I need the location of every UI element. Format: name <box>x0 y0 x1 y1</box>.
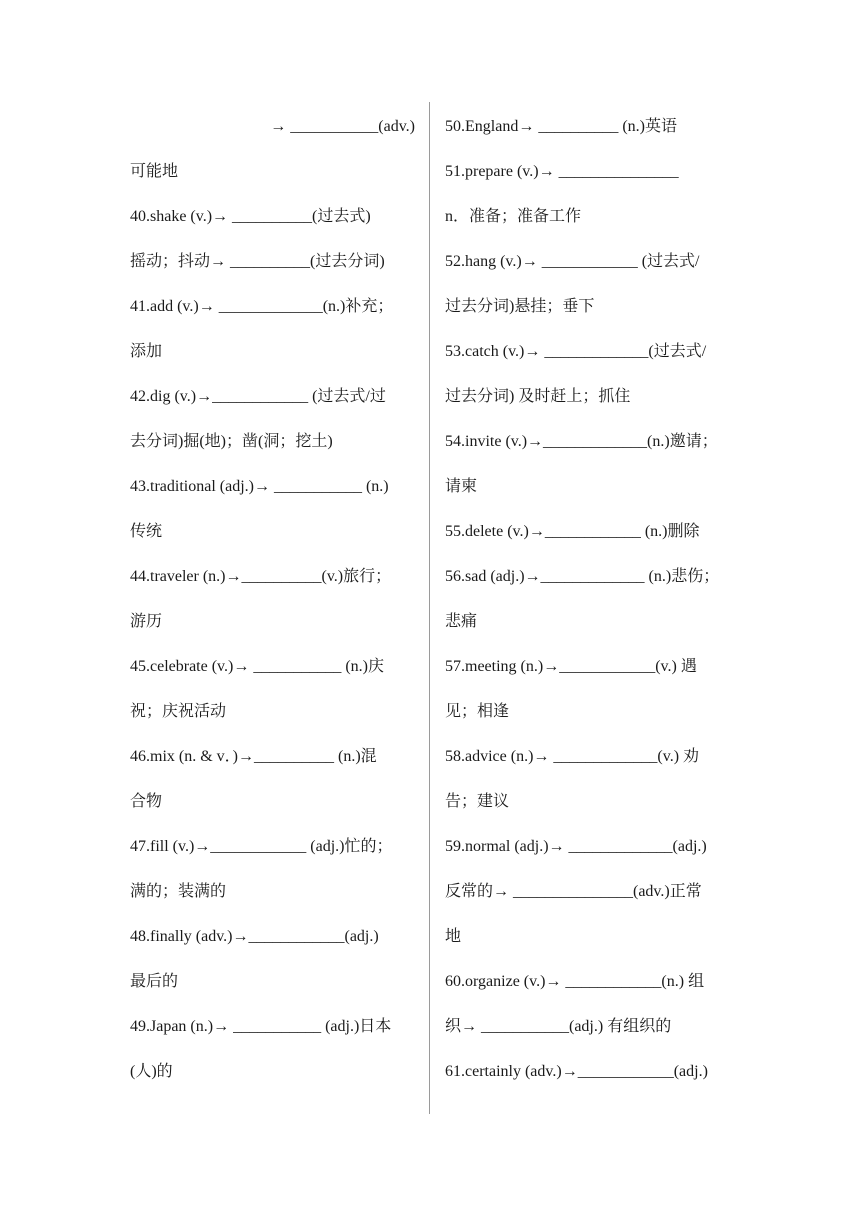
right-line: 52.hang (v.)→ ____________ (过去式/ <box>445 253 700 270</box>
left-line: 46.mix (n. & v．)→__________ (n.)混 <box>130 748 377 765</box>
left-line: 传统 <box>130 523 163 540</box>
left-line: (人)的 <box>130 1063 173 1080</box>
left-line: 最后的 <box>130 973 179 990</box>
right-line: 请柬 <box>445 478 478 495</box>
right-line: 过去分词)悬挂；垂下 <box>445 298 595 315</box>
column-divider <box>429 102 430 1114</box>
left-line: 摇动；抖动→ __________(过去分词) <box>130 253 385 270</box>
left-line: 43.traditional (adj.)→ ___________ (n.) <box>130 478 389 495</box>
right-line: 50.England→ __________ (n.)英语 <box>445 118 677 135</box>
left-line: 可能地 <box>130 163 179 180</box>
right-line: 53.catch (v.)→ _____________(过去式/ <box>445 343 707 360</box>
right-line: 悲痛 <box>445 613 478 630</box>
left-line: 48.finally (adv.)→____________(adj.) <box>130 928 379 945</box>
right-line: 61.certainly (adv.)→____________(adj.) <box>445 1063 708 1080</box>
left-line: 满的；装满的 <box>130 883 227 900</box>
right-line: 反常的→ _______________(adv.)正常 <box>445 883 702 900</box>
right-line: 54.invite (v.)→_____________(n.)邀请； <box>445 433 718 450</box>
left-line: 祝；庆祝活动 <box>130 703 227 720</box>
left-line: 45.celebrate (v.)→ ___________ (n.)庆 <box>130 658 385 675</box>
left-column <box>130 104 415 1094</box>
right-line: 58.advice (n.)→ _____________(v.) 劝 <box>445 748 700 765</box>
right-line: 56.sad (adj.)→_____________ (n.)悲伤； <box>445 568 720 585</box>
right-line: n．准备；准备工作 <box>445 208 582 225</box>
left-line: → ___________(adv.) <box>270 118 415 135</box>
right-line: 见；相逢 <box>445 703 510 720</box>
right-column <box>445 104 735 1094</box>
right-line: 过去分词) 及时赶上；抓住 <box>445 388 631 405</box>
right-line: 51.prepare (v.)→ _______________ <box>445 163 679 180</box>
left-line: 添加 <box>130 343 163 360</box>
right-line: 地 <box>445 928 462 945</box>
left-line: 42.dig (v.)→____________ (过去式/过 <box>130 388 386 405</box>
right-line: 60.organize (v.)→ ____________(n.) 组 <box>445 973 705 990</box>
right-line: 57.meeting (n.)→____________(v.) 遇 <box>445 658 697 675</box>
right-line: 告；建议 <box>445 793 510 810</box>
left-line: 44.traveler (n.)→__________(v.)旅行； <box>130 568 392 585</box>
right-line: 55.delete (v.)→____________ (n.)删除 <box>445 523 700 540</box>
left-line: 49.Japan (n.)→ ___________ (adj.)日本 <box>130 1018 392 1035</box>
right-line: 织→ ___________(adj.) 有组织的 <box>445 1018 672 1035</box>
left-line: 游历 <box>130 613 163 630</box>
left-line: 40.shake (v.)→ __________(过去式) <box>130 208 371 225</box>
right-line: 59.normal (adj.)→ _____________(adj.) <box>445 838 707 855</box>
left-line: 去分词)掘(地)；凿(洞；挖土) <box>130 433 333 450</box>
left-line: 41.add (v.)→ _____________(n.)补充； <box>130 298 394 315</box>
left-line: 47.fill (v.)→____________ (adj.)忙的； <box>130 838 393 855</box>
left-line: 合物 <box>130 793 163 810</box>
